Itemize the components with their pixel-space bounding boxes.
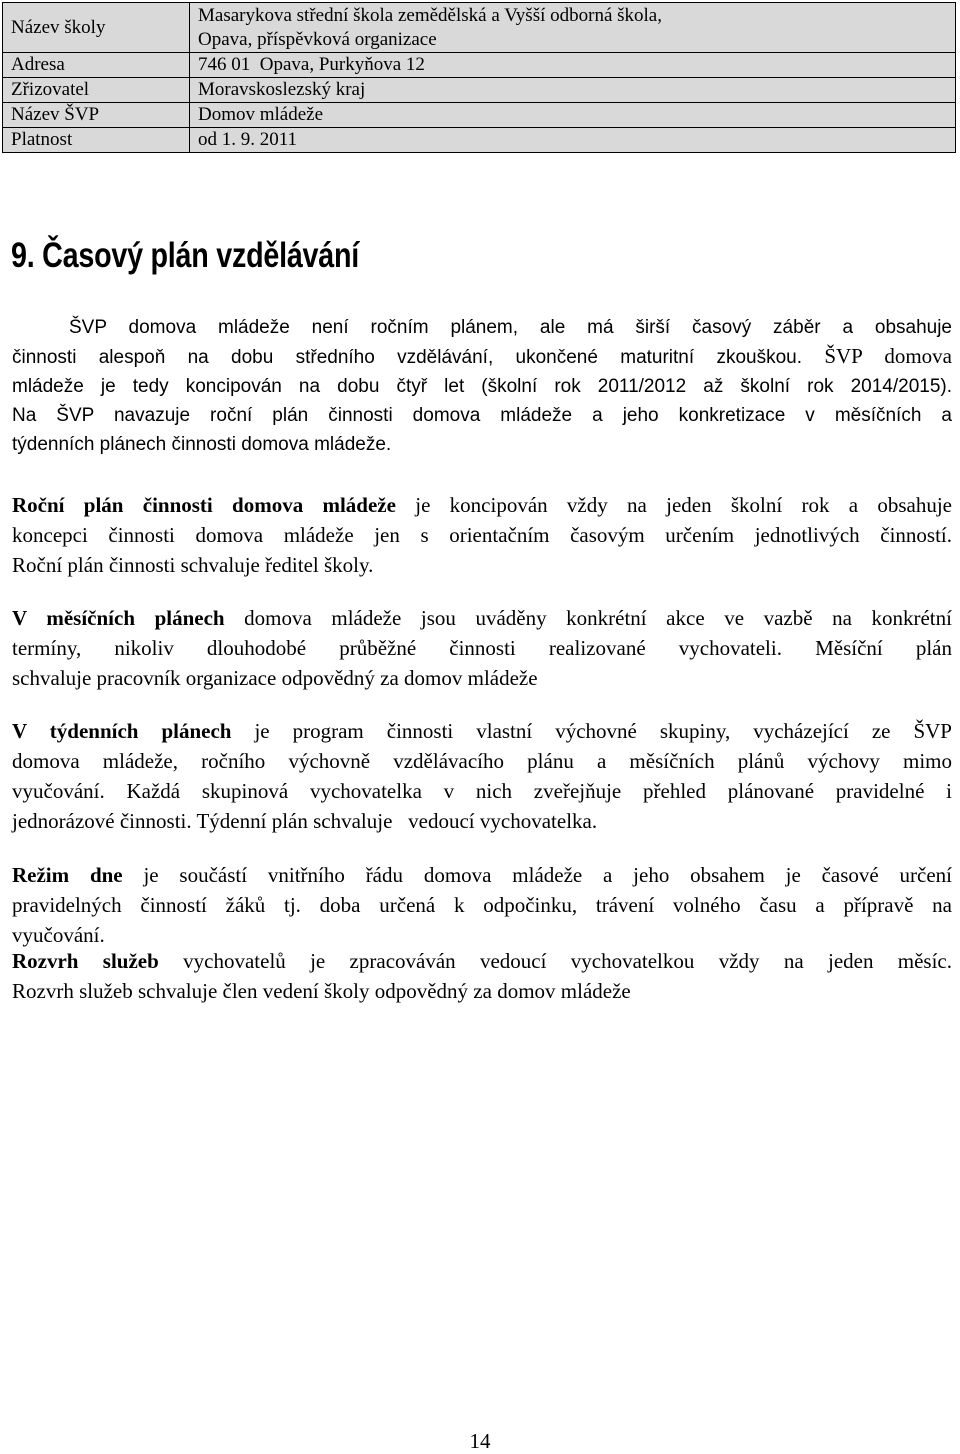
info-row-founder — [3, 78, 956, 103]
text-line: schvaluje pracovník organizace odpovědný za domov mládeže — [12, 666, 538, 690]
paragraph-weekly-plans — [12, 716, 952, 836]
info-value-line: Masarykova střední škola zemědělská a Vyšší odborná škola, — [198, 5, 662, 26]
page-number: 14 — [469, 1429, 491, 1453]
text-line: činnosti alespoň na dobu středního vzdělávání, ukončené maturitní zkouškou. ŠVP domova — [12, 344, 953, 368]
info-value — [190, 3, 956, 53]
info-row-address — [3, 53, 956, 78]
text-line: Rozvrh služeb vychovatelů je zpracováván vedoucí vychovatelkou vždy na jeden měsíc. — [12, 949, 953, 973]
info-value: od 1. 9. 2011 — [190, 128, 956, 153]
paragraph-duty-schedule — [12, 946, 952, 1006]
text-line: ŠVP domova mládeže není ročním plánem, ale má širší časový záběr a obsahuje — [69, 317, 952, 338]
info-value: Domov mládeže — [190, 103, 956, 128]
info-value: Moravskoslezský kraj — [190, 78, 956, 103]
text-line: vyučování. — [12, 923, 105, 947]
info-label: Platnost — [3, 128, 190, 153]
text-line: Režim dne je součástí vnitřního řádu domova mládeže a jeho obsahem je časové určení — [12, 863, 952, 887]
section-heading: 9. Časový plán vzdělávání — [11, 236, 359, 275]
text-line: koncepci činnosti domova mládeže jen s orientačním časovým určením jednotlivých činností. — [12, 523, 952, 547]
text-line: mládeže je tedy koncipován na dobu čtyř let (školní rok 2011/2012 až školní rok 2014/2015). — [12, 376, 952, 397]
text-line: termíny, nikoliv dlouhodobé průběžné činnosti realizované vychovateli. Měsíční plán — [12, 636, 952, 660]
text-line: Rozvrh služeb schvaluje člen vedení školy odpovědný za domov mládeže — [12, 979, 631, 1003]
bold-term: Režim dne — [12, 863, 123, 887]
paragraph-svp-intro — [12, 313, 952, 459]
bold-term: Rozvrh služeb — [12, 949, 159, 973]
text-line: V týdenních plánech je program činnosti vlastní výchovné skupiny, vycházející ze ŠVP — [12, 719, 952, 743]
text-line: Roční plán činnosti schvaluje ředitel školy. — [12, 553, 374, 577]
info-label: Název školy — [3, 3, 190, 53]
text-line: pravidelných činností žáků tj. doba určená k odpočinku, trávení volného času a přípravě na — [12, 893, 952, 917]
bold-term: Roční plán činnosti domova mládeže — [12, 493, 396, 517]
info-label: Název ŠVP — [3, 103, 190, 128]
info-row-svp-name — [3, 103, 956, 128]
bold-term: V týdenních plánech — [12, 719, 232, 743]
info-value: 746 01 Opava, Purkyňova 12 — [190, 53, 956, 78]
text-line: Na ŠVP navazuje roční plán činnosti domova mládeže a jeho konkretizace v měsíčních a — [12, 405, 952, 426]
text-line: Roční plán činnosti domova mládeže je koncipován vždy na jeden školní rok a obsahuje — [12, 493, 952, 517]
info-row-school-name — [3, 3, 956, 53]
text-line: domova mládeže, ročního výchovně vzdělávacího plánu a měsíčních plánů výchovy mimo — [12, 749, 952, 773]
info-label: Zřizovatel — [3, 78, 190, 103]
info-row-validity — [3, 128, 956, 153]
info-label: Adresa — [3, 53, 190, 78]
bold-term: V měsíčních plánech — [12, 606, 225, 630]
paragraph-annual-plan — [12, 490, 952, 580]
paragraph-daily-regime — [12, 860, 952, 950]
school-info-table — [2, 2, 956, 153]
text-line: týdenních plánech činnosti domova mládeže. — [12, 434, 392, 455]
info-value-line: Opava, příspěvková organizace — [198, 29, 437, 50]
text-line: vyučování. Každá skupinová vychovatelka v nich zveřejňuje přehled plánované pravidelné i — [12, 779, 952, 803]
text-line: V měsíčních plánech domova mládeže jsou uváděny konkrétní akce ve vazbě na konkrétní — [12, 606, 952, 630]
text-line: jednorázové činnosti. Týdenní plán schvaluje vedoucí vychovatelka. — [12, 809, 598, 833]
paragraph-monthly-plans — [12, 603, 952, 693]
